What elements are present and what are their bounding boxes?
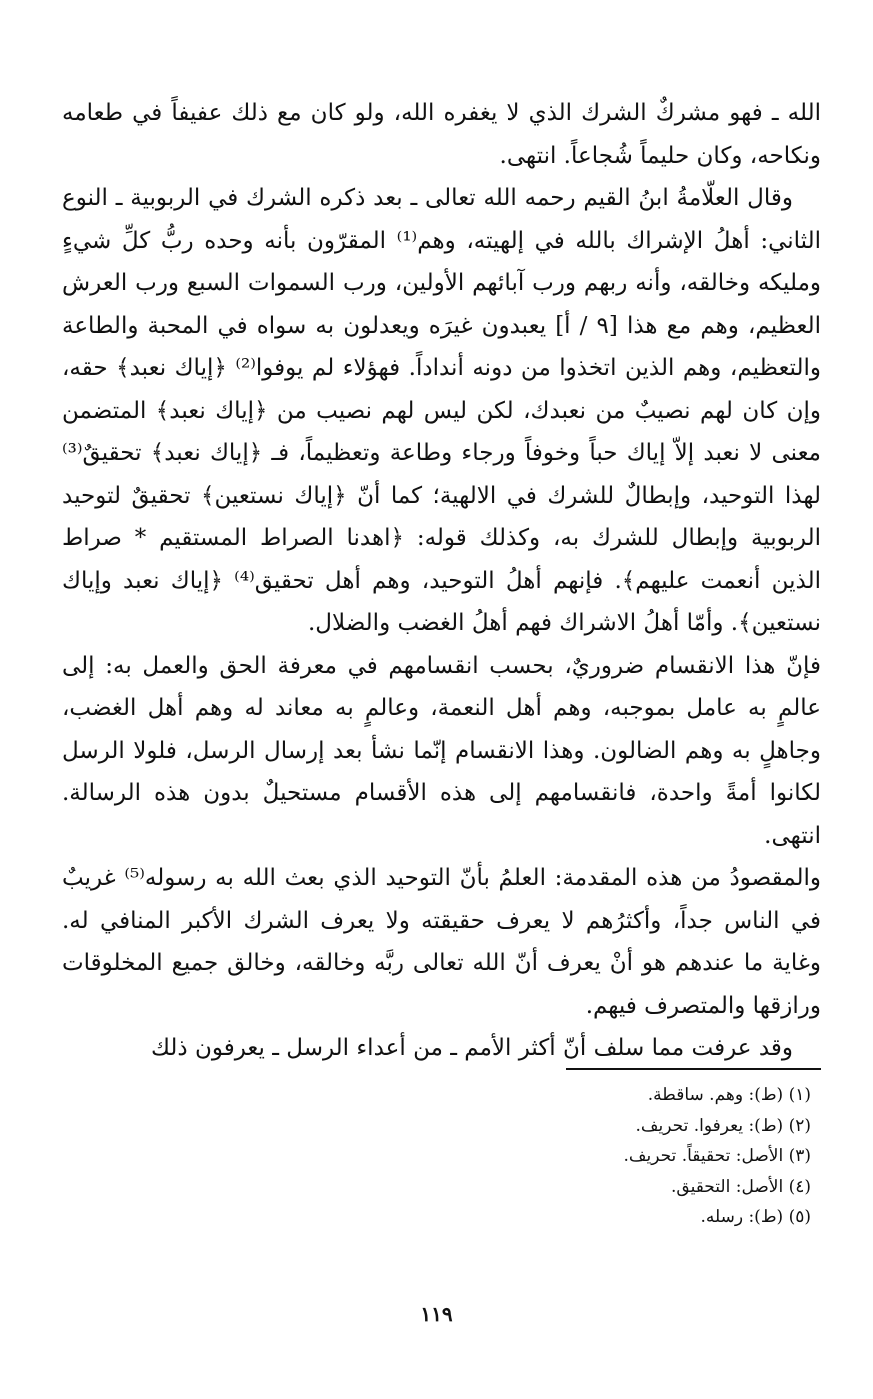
paragraph-5: وقد عرفت مما سلف أنّ أكثر الأمم ـ من أعداء الرسل ـ يعرفون ذلك [151, 1035, 793, 1061]
footnote-5: (٥) (ط): رسله. [700, 1207, 811, 1227]
paragraph-2: وقال العلّامةُ ابنُ القيم رحمه الله تعالى ـ بعد ذكره الشرك في الربوبية ـ النوع الثاني: أهلُ الإشراك بالله في إلهيته، وهم⁽¹⁾ المقرّون بأنه وحده ربُّ كلِّ شيءٍ ومليكه وخالقه، وأنه ربهم ورب آبائهم الأولين، ورب السموات السبع ورب العرش العظيم، وهم مع هذا [٩ / أ] يعبدون غيرَه ويعدلون به سواه في المحبة والطاعة والتعظيم، وهم الذين اتخذوا من دونه أنداداً. فهؤلاء لم يوفوا⁽²⁾ ﴿إياك نعبد﴾ حقه، وإن كان لهم نصيبٌ من نعبدك، لكن ليس لهم نصيب من ﴿إياك نعبد﴾ المتضمن معنى لا نعبد إلاّ إياك حباً وخوفاً ورجاء وطاعة وتعظيماً، فـ ﴿إياك نعبد﴾ تحقيقٌ⁽³⁾ لهذا التوحيد، وإبطالٌ للشرك في الالهية؛ كما أنّ ﴿إياك نستعين﴾ تحقيقٌ لتوحيد الربوبية وإبطال للشرك به، وكذلك قوله: ﴿اهدنا الصراط المستقيم * صراط الذين أنعمت عليهم﴾. فإنهم أهلُ التوحيد، وهم أهل تحقيق⁽⁴⁾ ﴿إياك نعبد وإياك نستعين﴾. وأمّا أهلُ الاشراك فهم أهلُ الغضب والضلال. [62, 185, 821, 636]
footnote-divider [566, 1068, 821, 1070]
main-text [62, 92, 821, 1070]
footnotes [321, 1080, 821, 1233]
paragraph-1: الله ـ فهو مشركٌ الشرك الذي لا يغفره الله، ولو كان مع ذلك عفيفاً في طعامه ونكاحه، وكان حليماً شُجاعاً. انتهى. [62, 100, 821, 169]
footnote-2: (٢) (ط): يعرفوا. تحريف. [635, 1115, 811, 1136]
paragraph-4: والمقصودُ من هذه المقدمة: العلمُ بأنّ التوحيد الذي بعث الله به رسوله⁽⁵⁾ غريبٌ في الناس جداً، وأكثرُهم لا يعرف حقيقته ولا يعرف الشرك الأكبر المنافي له. وغاية ما عندهم هو أنْ يعرف أنّ الله تعالى ربَّه وخالقه، وخالق جميع المخلوقات ورازقها والمتصرف فيهم. [62, 865, 822, 1019]
footnote-3: (٣) الأصل: تحقيقاً. تحريف. [623, 1146, 811, 1166]
paragraph-3: فإنّ هذا الانقسام ضروريٌ، بحسب انقسامهم في معرفة الحق والعمل به: إلى عالمٍ به عامل بموجبه، وهم أهل النعمة، وعالمٍ به معاند له وهم أهل الغضب، وجاهلٍ به وهم الضالون. وهذا الانقسام إنّما نشأ بعد إرسال الرسل، فلولا الرسل لكانوا أمةً واحدة، فانقسامهم إلى هذه الأقسام مستحيلٌ بدون هذه الرسالة. انتهى. [62, 652, 821, 849]
footnote-1: (١) (ط): وهم. ساقطة. [647, 1085, 811, 1105]
page-number: ١١٩ [420, 1302, 453, 1326]
footnote-4: (٤) الأصل: التحقيق. [671, 1176, 811, 1197]
